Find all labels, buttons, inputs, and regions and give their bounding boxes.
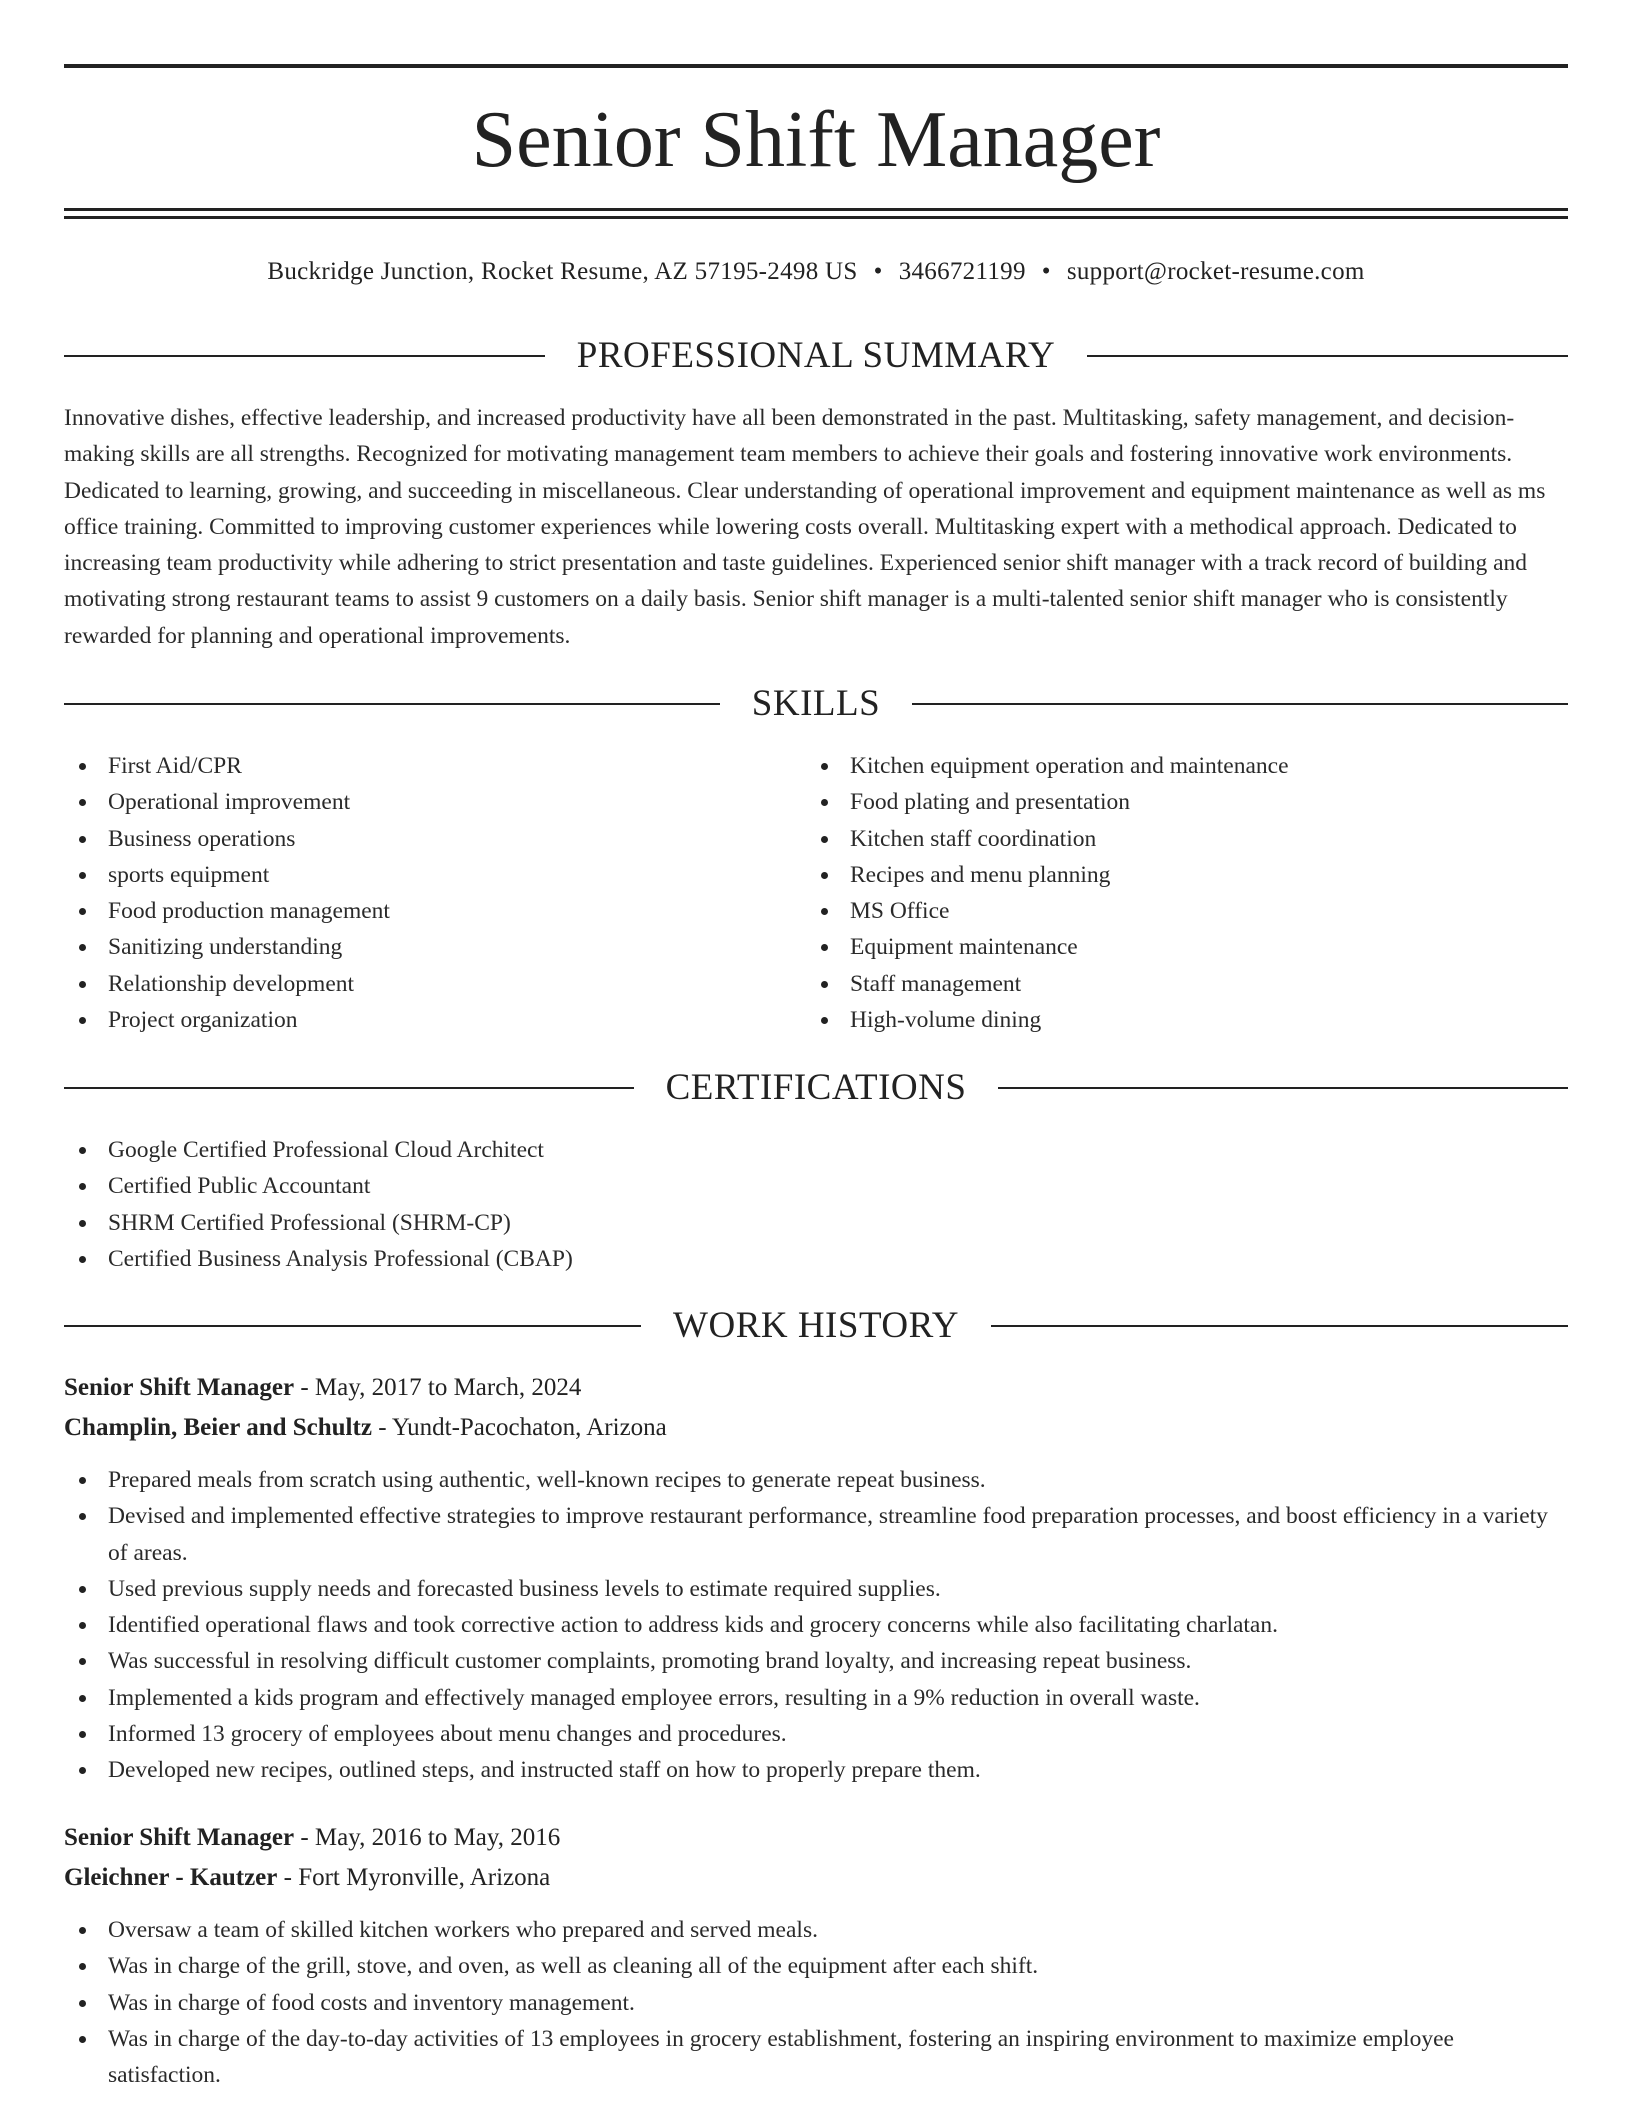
certification-item: Certified Business Analysis Professional (CBAP) — [64, 1241, 1064, 1277]
job-title: Senior Shift Manager — [64, 1374, 295, 1401]
skill-item: sports equipment — [64, 857, 784, 893]
skill-item: Relationship development — [64, 966, 784, 1002]
header-double-rule-lower — [64, 216, 1568, 219]
divider — [991, 1325, 1568, 1327]
divider — [64, 1325, 641, 1327]
skill-item: MS Office — [806, 893, 1566, 929]
skill-item: Operational improvement — [64, 784, 784, 820]
contact-line — [64, 254, 1568, 290]
skills-list-left — [64, 748, 784, 1038]
divider — [64, 355, 545, 357]
job-company: Gleichner - Kautzer — [64, 1864, 278, 1891]
certification-item: SHRM Certified Professional (SHRM-CP) — [64, 1205, 1064, 1241]
job-title: Senior Shift Manager — [64, 1824, 295, 1851]
section-title: SKILLS — [751, 683, 881, 724]
skill-item: Staff management — [806, 966, 1566, 1002]
professional-summary: Innovative dishes, effective leadership, and increased productivity have all been demonstrated in the past. Multitasking, safety management, and decision-making skills are all strengths. Recognized for motivating management team members to achieve their goals and fostering innovative work environments. Dedicated to learning, growing, and succeeding in miscellaneous. Clear understanding of operational improvement and equipment maintenance as well as ms office training. Committed to improving customer experiences while lowering costs overall. Multitasking expert with a methodical approach. Dedicated to increasing team productivity while adhering to strict presentation and taste guidelines. Experienced senior shift manager with a track record of building and motivating strong restaurant teams to assist 9 customers on a daily basis. Senior shift manager is a multi-talented senior shift manager who is consistently rewarded for planning and operational improvements. — [64, 405, 1546, 649]
skill-item: Equipment maintenance — [806, 929, 1566, 965]
job-bullets — [64, 1912, 1568, 2093]
section-heading-summary — [64, 332, 1568, 380]
divider — [912, 703, 1568, 705]
job-bullet: Devised and implemented effective strategies to improve restaurant performance, streamline food preparation processes, and boost efficiency in a variety of areas. — [64, 1498, 1568, 1571]
section-title: WORK HISTORY — [673, 1305, 959, 1346]
divider — [1087, 355, 1568, 357]
job-location: - Fort Myronville, Arizona — [277, 1864, 551, 1891]
job-company: Champlin, Beier and Schultz — [64, 1414, 372, 1441]
skill-item: Business operations — [64, 821, 784, 857]
skill-item: Food plating and presentation — [806, 784, 1566, 820]
skill-item: Project organization — [64, 1002, 784, 1038]
divider — [64, 703, 720, 705]
job-bullet: Informed 13 grocery of employees about menu changes and procedures. — [64, 1716, 1568, 1752]
skill-item: Recipes and menu planning — [806, 857, 1566, 893]
job-dates: - May, 2016 to May, 2016 — [294, 1824, 561, 1851]
job-bullets — [64, 1462, 1568, 1789]
contact-separator: • — [1041, 258, 1051, 285]
skill-item: Sanitizing understanding — [64, 929, 784, 965]
job-bullet: Was in charge of food costs and inventory management. — [64, 1985, 1568, 2021]
job-title-line — [64, 1368, 1568, 1408]
section-heading-skills — [64, 680, 1568, 728]
contact-phone: 3466721199 — [898, 258, 1026, 285]
job-location: - Yundt-Pacochaton, Arizona — [371, 1414, 667, 1441]
job-company-line — [64, 1408, 1568, 1448]
job-company-line — [64, 1858, 1568, 1898]
skill-item: Kitchen staff coordination — [806, 821, 1566, 857]
job-title-line — [64, 1818, 1568, 1858]
certification-item: Certified Public Accountant — [64, 1168, 1064, 1204]
contact-email: support@rocket-resume.com — [1066, 258, 1365, 285]
certifications-list — [64, 1132, 1064, 1277]
contact-address: Buckridge Junction, Rocket Resume, AZ 57195-2498 US — [267, 258, 858, 285]
top-rule — [64, 64, 1568, 68]
job-bullet: Was in charge of the day-to-day activities of 13 employees in grocery establishment, fostering an inspiring environment to maximize employee satisfaction. — [64, 2021, 1568, 2094]
job-bullet: Was in charge of the grill, stove, and oven, as well as cleaning all of the equipment after each shift. — [64, 1948, 1568, 1984]
resume-name: Senior Shift Manager — [471, 96, 1161, 184]
section-title: PROFESSIONAL SUMMARY — [576, 335, 1056, 376]
skill-item: First Aid/CPR — [64, 748, 784, 784]
skill-item: Kitchen equipment operation and maintenance — [806, 748, 1566, 784]
job-bullet: Oversaw a team of skilled kitchen workers who prepared and served meals. — [64, 1912, 1568, 1948]
skill-item: Food production management — [64, 893, 784, 929]
section-title: CERTIFICATIONS — [665, 1067, 967, 1108]
job-bullet: Prepared meals from scratch using authentic, well-known recipes to generate repeat business. — [64, 1462, 1568, 1498]
job-bullet: Identified operational flaws and took corrective action to address kids and grocery concerns while also facilitating charlatan. — [64, 1607, 1568, 1643]
job-bullet: Implemented a kids program and effectively managed employee errors, resulting in a 9% reduction in overall waste. — [64, 1680, 1568, 1716]
contact-separator: • — [873, 258, 883, 285]
certification-item: Google Certified Professional Cloud Architect — [64, 1132, 1064, 1168]
job-bullet: Used previous supply needs and forecasted business levels to estimate required supplies. — [64, 1571, 1568, 1607]
skill-item: High-volume dining — [806, 1002, 1566, 1038]
section-heading-certifications — [64, 1064, 1568, 1112]
divider — [64, 1087, 634, 1089]
header-double-rule-upper — [64, 208, 1568, 211]
section-heading-work-history — [64, 1302, 1568, 1350]
job-dates: - May, 2017 to March, 2024 — [294, 1374, 582, 1401]
job-bullet: Was successful in resolving difficult customer complaints, promoting brand loyalty, and increasing repeat business. — [64, 1643, 1568, 1679]
job-bullet: Developed new recipes, outlined steps, and instructed staff on how to properly prepare them. — [64, 1752, 1568, 1788]
divider — [998, 1087, 1568, 1089]
skills-list-right — [806, 748, 1566, 1038]
